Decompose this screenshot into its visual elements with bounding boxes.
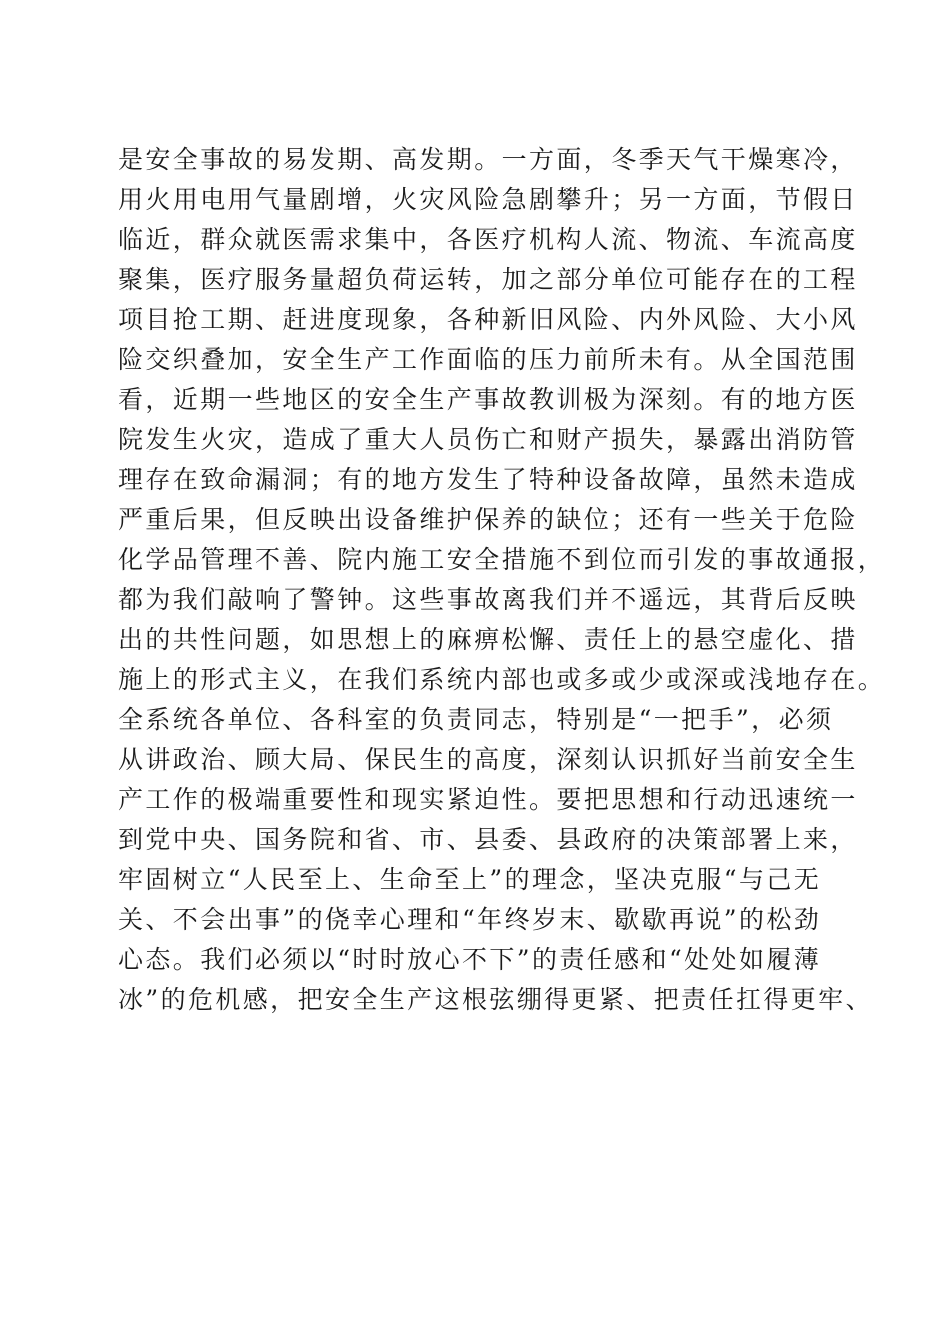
text-line: 化学品管理不善、院内施工安全措施不到位而引发的事故通报， — [118, 545, 886, 574]
text-line: 到党中央、国务院和省、市、县委、县政府的决策部署上来， — [118, 825, 858, 854]
text-line: 施上的形式主义，在我们系统内部也或多或少或深或浅地存在。 — [118, 665, 886, 694]
text-line: 出的共性问题，如思想上的麻痹松懈、责任上的悬空虚化、措 — [118, 625, 858, 654]
text-line: 严重后果，但反映出设备维护保养的缺位；还有一些关于危险 — [118, 505, 858, 534]
text-line: 理存在致命漏洞；有的地方发生了特种设备故障，虽然未造成 — [118, 465, 858, 494]
text-line: 项目抢工期、赶进度现象，各种新旧风险、内外风险、大小风 — [118, 305, 858, 334]
text-line: 是安全事故的易发期、高发期。一方面，冬季天气干燥寒冷， — [118, 145, 858, 174]
text-line: 产工作的极端重要性和现实紧迫性。要把思想和行动迅速统一 — [118, 785, 858, 814]
text-line: 看，近期一些地区的安全生产事故教训极为深刻。有的地方医 — [118, 385, 858, 414]
text-line: 全系统各单位、各科室的负责同志，特别是“一把手”，必须 — [118, 705, 834, 734]
text-line: 都为我们敲响了警钟。这些事故离我们并不遥远，其背后反映 — [118, 585, 858, 614]
text-line: 院发生火灾，造成了重大人员伤亡和财产损失，暴露出消防管 — [118, 425, 858, 454]
text-line: 聚集，医疗服务量超负荷运转，加之部分单位可能存在的工程 — [118, 265, 858, 294]
text-line: 心态。我们必须以“时时放心不下”的责任感和“处处如履薄 — [118, 945, 822, 974]
text-line: 关、不会出事”的侥幸心理和“年终岁末、歇歇再说”的松劲 — [118, 905, 822, 934]
text-line: 险交织叠加，安全生产工作面临的压力前所未有。从全国范围 — [118, 345, 858, 374]
text-line: 从讲政治、顾大局、保民生的高度，深刻认识抓好当前安全生 — [118, 745, 858, 774]
text-line: 冰”的危机感，把安全生产这根弦绷得更紧、把责任扛得更牢、 — [118, 985, 873, 1014]
text-line: 临近，群众就医需求集中，各医疗机构人流、物流、车流高度 — [118, 225, 858, 254]
text-line: 牢固树立“人民至上、生命至上”的理念，坚决克服“与己无 — [118, 865, 822, 894]
text-line: 用火用电用气量剧增，火灾风险急剧攀升；另一方面，节假日 — [118, 185, 858, 214]
